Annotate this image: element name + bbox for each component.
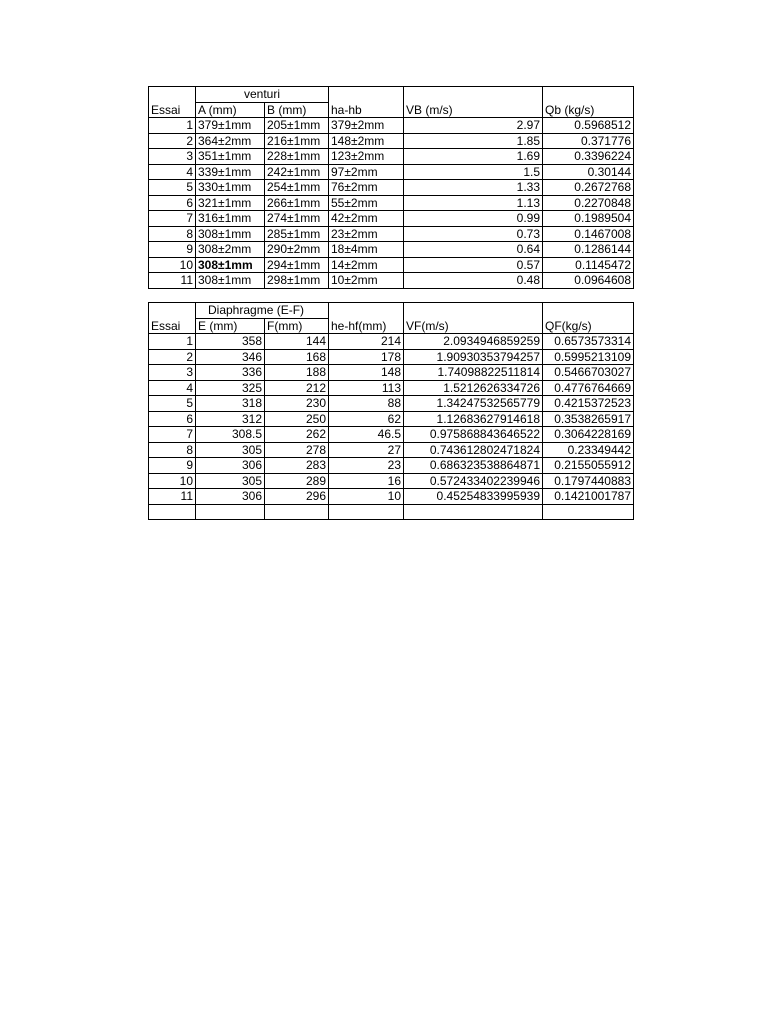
venturi-table — [148, 86, 634, 289]
cell-essai: 5 — [149, 396, 196, 412]
cell-b: 290±2mm — [265, 242, 329, 258]
table-row — [149, 411, 634, 427]
cell-e: 318 — [196, 396, 265, 412]
cell-a: 379±1mm — [196, 118, 265, 134]
cell-f: 289 — [265, 473, 329, 489]
cell-e: 305 — [196, 442, 265, 458]
cell-vb: 2.97 — [404, 118, 543, 134]
cell-qf: 0.4215372523 — [543, 396, 634, 412]
diaphragm-group-row — [149, 303, 634, 319]
header-f: F(mm) — [265, 318, 329, 334]
cell-hehf: 88 — [329, 396, 404, 412]
cell-vf: 1.74098822511814 — [404, 365, 543, 381]
header-a: A (mm) — [196, 102, 265, 118]
cell-qf: 0.1421001787 — [543, 489, 634, 505]
table-row — [149, 195, 634, 211]
cell-essai: 1 — [149, 118, 196, 134]
header-he-hf: he-hf(mm) — [329, 318, 404, 334]
cell-vf: 1.34247532565779 — [404, 396, 543, 412]
cell-qb: 0.1467008 — [543, 226, 634, 242]
cell-vb: 0.64 — [404, 242, 543, 258]
cell-f: 278 — [265, 442, 329, 458]
cell-vb: 1.13 — [404, 195, 543, 211]
cell-essai: 7 — [149, 427, 196, 443]
diaphragm-table — [148, 302, 634, 520]
cell-vf: 0.572433402239946 — [404, 473, 543, 489]
cell-b: 228±1mm — [265, 149, 329, 165]
cell-essai: 4 — [149, 164, 196, 180]
cell-essai: 11 — [149, 489, 196, 505]
cell-vb: 1.85 — [404, 133, 543, 149]
cell-hehf: 10 — [329, 489, 404, 505]
cell-essai: 8 — [149, 442, 196, 458]
table-row — [149, 473, 634, 489]
cell-a: 351±1mm — [196, 149, 265, 165]
table-row — [149, 427, 634, 443]
cell-f: 188 — [265, 365, 329, 381]
table-row — [149, 334, 634, 350]
header-b: B (mm) — [265, 102, 329, 118]
table-row — [149, 380, 634, 396]
table-row — [149, 442, 634, 458]
cell-a: 330±1mm — [196, 180, 265, 196]
cell-f: 250 — [265, 411, 329, 427]
cell-essai: 4 — [149, 380, 196, 396]
table-row — [149, 396, 634, 412]
cell-e: 306 — [196, 458, 265, 474]
cell-essai: 8 — [149, 226, 196, 242]
cell-a: 308±1mm — [196, 273, 265, 289]
empty-cell — [329, 504, 404, 520]
cell-qf: 0.3538265917 — [543, 411, 634, 427]
cell-b: 298±1mm — [265, 273, 329, 289]
cell-vb: 1.5 — [404, 164, 543, 180]
cell-e: 305 — [196, 473, 265, 489]
table-row — [149, 242, 634, 258]
cell-hahb: 76±2mm — [329, 180, 404, 196]
cell-essai: 7 — [149, 211, 196, 227]
table-row — [149, 273, 634, 289]
cell-hahb: 379±2mm — [329, 118, 404, 134]
header-ha-hb: ha-hb — [329, 102, 404, 118]
header-e: E (mm) — [196, 318, 265, 334]
cell-hehf: 113 — [329, 380, 404, 396]
table-row — [149, 489, 634, 505]
cell-qb: 0.1145472 — [543, 257, 634, 273]
cell-hehf: 178 — [329, 349, 404, 365]
cell-e: 308.5 — [196, 427, 265, 443]
cell-qf: 0.23349442 — [543, 442, 634, 458]
cell-qb: 0.1989504 — [543, 211, 634, 227]
cell-f: 283 — [265, 458, 329, 474]
cell-a: 316±1mm — [196, 211, 265, 227]
cell-hahb: 14±2mm — [329, 257, 404, 273]
header-qb: Qb (kg/s) — [543, 102, 634, 118]
table-row — [149, 211, 634, 227]
cell-a: 308±1mm — [196, 226, 265, 242]
cell-a: 321±1mm — [196, 195, 265, 211]
cell-vb: 0.73 — [404, 226, 543, 242]
cell-essai: 2 — [149, 349, 196, 365]
cell-hehf: 62 — [329, 411, 404, 427]
cell-b: 285±1mm — [265, 226, 329, 242]
cell-f: 168 — [265, 349, 329, 365]
cell-qb: 0.0964608 — [543, 273, 634, 289]
cell-essai: 10 — [149, 257, 196, 273]
diaphragm-header-row — [149, 318, 634, 334]
header-essai: Essai — [149, 102, 196, 118]
cell-b: 254±1mm — [265, 180, 329, 196]
cell-hehf: 27 — [329, 442, 404, 458]
cell-vb: 0.99 — [404, 211, 543, 227]
cell-f: 296 — [265, 489, 329, 505]
cell-hahb: 123±2mm — [329, 149, 404, 165]
cell-qb: 0.2672768 — [543, 180, 634, 196]
venturi-group-row — [149, 87, 634, 103]
cell-a: 308±2mm — [196, 242, 265, 258]
cell-vb: 0.48 — [404, 273, 543, 289]
cell-qf: 0.5995213109 — [543, 349, 634, 365]
table-row — [149, 365, 634, 381]
empty-cell — [404, 504, 543, 520]
empty-cell — [543, 504, 634, 520]
cell-vb: 1.69 — [404, 149, 543, 165]
cell-e: 306 — [196, 489, 265, 505]
cell-hehf: 16 — [329, 473, 404, 489]
venturi-group-label: venturi — [196, 87, 329, 103]
cell-essai: 3 — [149, 149, 196, 165]
cell-e: 358 — [196, 334, 265, 350]
empty-row — [149, 504, 634, 520]
cell-qb: 0.2270848 — [543, 195, 634, 211]
cell-hehf: 23 — [329, 458, 404, 474]
table-row — [149, 180, 634, 196]
cell-qf: 0.4776764669 — [543, 380, 634, 396]
cell-essai: 3 — [149, 365, 196, 381]
table-row — [149, 226, 634, 242]
cell-qf: 0.3064228169 — [543, 427, 634, 443]
empty-cell — [149, 504, 196, 520]
cell-vf: 1.90930353794257 — [404, 349, 543, 365]
cell-qf: 0.1797440883 — [543, 473, 634, 489]
cell-essai: 10 — [149, 473, 196, 489]
cell-qb: 0.3396224 — [543, 149, 634, 165]
cell-hehf: 214 — [329, 334, 404, 350]
diaphragm-group-label: Diaphragme (E-F) — [196, 303, 329, 319]
cell-f: 144 — [265, 334, 329, 350]
cell-essai: 9 — [149, 242, 196, 258]
cell-essai: 11 — [149, 273, 196, 289]
cell-essai: 1 — [149, 334, 196, 350]
cell-hahb: 42±2mm — [329, 211, 404, 227]
cell-qb: 0.5968512 — [543, 118, 634, 134]
cell-vb: 1.33 — [404, 180, 543, 196]
cell-vf: 0.686323538864871 — [404, 458, 543, 474]
cell-essai: 6 — [149, 195, 196, 211]
cell-vf: 1.12683627914618 — [404, 411, 543, 427]
cell-e: 346 — [196, 349, 265, 365]
header-vf: VF(m/s) — [404, 318, 543, 334]
header-vb: VB (m/s) — [404, 102, 543, 118]
cell-hahb: 23±2mm — [329, 226, 404, 242]
cell-b: 242±1mm — [265, 164, 329, 180]
cell-essai: 6 — [149, 411, 196, 427]
cell-f: 230 — [265, 396, 329, 412]
cell-f: 212 — [265, 380, 329, 396]
empty-cell — [196, 504, 265, 520]
cell-f: 262 — [265, 427, 329, 443]
table-row — [149, 458, 634, 474]
cell-essai: 5 — [149, 180, 196, 196]
table-row — [149, 164, 634, 180]
cell-essai: 2 — [149, 133, 196, 149]
cell-hehf: 148 — [329, 365, 404, 381]
cell-vf: 2.0934946859259 — [404, 334, 543, 350]
table-row — [149, 133, 634, 149]
cell-a: 339±1mm — [196, 164, 265, 180]
table-row — [149, 149, 634, 165]
cell-e: 336 — [196, 365, 265, 381]
cell-hehf: 46.5 — [329, 427, 404, 443]
cell-essai: 9 — [149, 458, 196, 474]
cell-vf: 1.5212626334726 — [404, 380, 543, 396]
table-row — [149, 257, 634, 273]
empty-cell — [265, 504, 329, 520]
cell-vb: 0.57 — [404, 257, 543, 273]
cell-e: 312 — [196, 411, 265, 427]
cell-vf: 0.743612802471824 — [404, 442, 543, 458]
cell-vf: 0.45254833995939 — [404, 489, 543, 505]
table-row — [149, 118, 634, 134]
cell-hahb: 55±2mm — [329, 195, 404, 211]
cell-hahb: 148±2mm — [329, 133, 404, 149]
header-essai: Essai — [149, 318, 196, 334]
cell-hahb: 18±4mm — [329, 242, 404, 258]
header-qf: QF(kg/s) — [543, 318, 634, 334]
cell-e: 325 — [196, 380, 265, 396]
cell-b: 274±1mm — [265, 211, 329, 227]
cell-b: 216±1mm — [265, 133, 329, 149]
cell-a: 364±2mm — [196, 133, 265, 149]
cell-hahb: 97±2mm — [329, 164, 404, 180]
cell-qb: 0.371776 — [543, 133, 634, 149]
cell-qb: 0.1286144 — [543, 242, 634, 258]
cell-qf: 0.2155055912 — [543, 458, 634, 474]
venturi-header-row — [149, 102, 634, 118]
cell-b: 266±1mm — [265, 195, 329, 211]
cell-vf: 0.975868843646522 — [404, 427, 543, 443]
cell-qf: 0.6573573314 — [543, 334, 634, 350]
cell-a: 308±1mm — [196, 257, 265, 273]
cell-qf: 0.5466703027 — [543, 365, 634, 381]
table-row — [149, 349, 634, 365]
cell-hahb: 10±2mm — [329, 273, 404, 289]
cell-b: 294±1mm — [265, 257, 329, 273]
cell-qb: 0.30144 — [543, 164, 634, 180]
cell-b: 205±1mm — [265, 118, 329, 134]
